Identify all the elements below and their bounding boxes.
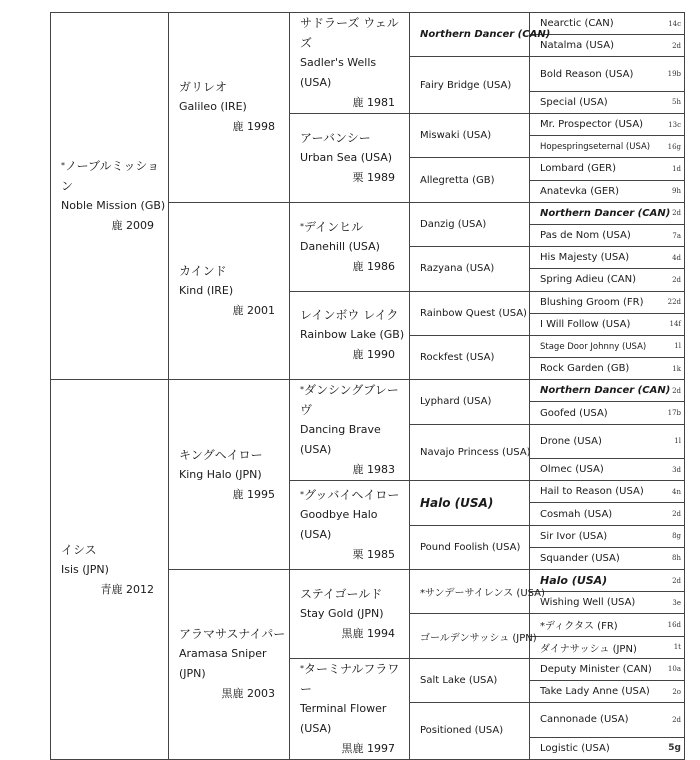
g5-horse <box>530 592 685 614</box>
horse-en-name: Galileo (IRE) <box>179 100 247 114</box>
g4-horse: Navajo Princess (USA) <box>410 424 530 481</box>
horse-jp-name: ノーブルミッション <box>61 159 160 194</box>
g5-horse-name: Hopespringseternal (USA) <box>540 142 651 153</box>
g5-horse <box>530 570 685 592</box>
g5-horse <box>530 136 685 158</box>
g5-horse-name: Blushing Groom (FR) <box>540 296 644 308</box>
horse-color-year: 鹿 1995 <box>232 487 275 501</box>
g5-horse <box>530 459 685 481</box>
horse-jp-line <box>300 380 409 420</box>
g1-horse <box>51 380 169 760</box>
horse-jp-line <box>300 217 409 237</box>
g5-horse-name: Northern Dancer (CAN) <box>540 385 671 397</box>
family-number: 5h <box>672 98 681 107</box>
g5-horse-name: Bold Reason (USA) <box>540 68 634 80</box>
g5-horse-name: ダイナサッシュ (JPN) <box>540 643 637 655</box>
horse-en-name: King Halo (JPN) <box>179 467 262 481</box>
g5-horse-name: Take Lady Anne (USA) <box>540 686 650 698</box>
horse-jp-line <box>300 305 409 325</box>
horse-color-year: 青鹿 2012 <box>100 582 154 596</box>
horse-jp-line <box>300 485 409 505</box>
g2-horse <box>169 380 290 570</box>
g5-horse-name: Spring Adieu (CAN) <box>540 274 637 286</box>
g5-horse-name: Rock Garden (GB) <box>540 363 630 375</box>
g5-horse <box>530 224 685 246</box>
g5-horse <box>530 35 685 57</box>
horse-jp-line <box>179 445 289 465</box>
g5-horse <box>530 180 685 202</box>
g5-horse <box>530 313 685 335</box>
horse-color-year: 栗 1985 <box>352 548 395 562</box>
g5-horse <box>530 680 685 702</box>
horse-color-year: 鹿 1986 <box>352 259 395 273</box>
g5-horse-name: Mr. Prospector (USA) <box>540 119 644 131</box>
g5-horse <box>530 402 685 424</box>
horse-en-name: Goodbye Halo (USA) <box>300 508 378 542</box>
horse-jp-name: グッバイヘイロー <box>304 488 400 503</box>
g5-horse-name: *ディクタス (FR) <box>540 621 618 633</box>
g3-horse <box>290 481 410 570</box>
horse-color-year: 鹿 1981 <box>352 96 395 109</box>
horse-jp-line <box>61 156 168 196</box>
g4-horse: Miswaki (USA) <box>410 114 530 158</box>
family-number: 16d <box>667 620 681 629</box>
horse-en-name: Noble Mission (GB) <box>61 199 166 213</box>
horse-color-year: 黒鹿 1994 <box>341 626 395 640</box>
family-number: 1l <box>674 342 681 351</box>
g5-horse <box>530 737 685 759</box>
g3-horse <box>290 13 410 114</box>
g3-horse <box>290 291 410 380</box>
g4-horse: Rainbow Quest (USA) <box>410 291 530 335</box>
family-number: 22d <box>667 298 681 307</box>
g5-horse <box>530 614 685 636</box>
import-mark: * <box>300 221 304 231</box>
g4-horse: ゴールデンサッシュ (JPN) <box>410 614 530 658</box>
g4-horse: Salt Lake (USA) <box>410 658 530 702</box>
horse-jp-name: アラマサスナイパー <box>179 627 286 642</box>
g5-horse-name: Goofed (USA) <box>540 407 608 419</box>
g5-horse <box>530 269 685 291</box>
horse-en-name: Stay Gold (JPN) <box>300 606 384 620</box>
g4-horse: Pound Foolish (USA) <box>410 525 530 569</box>
horse-en-name: Rainbow Lake (GB) <box>300 328 405 342</box>
horse-en-name: Sadler's Wells (USA) <box>300 56 377 89</box>
g1-horse <box>51 13 169 380</box>
g5-horse-name: Northern Dancer (CAN) <box>540 207 671 219</box>
family-number: 2d <box>672 576 681 585</box>
horse-jp-line <box>300 13 409 53</box>
g5-horse-name: Halo (USA) <box>540 574 608 588</box>
g3-horse <box>290 658 410 759</box>
family-number: 2d <box>672 209 681 218</box>
horse-color-year: 鹿 1983 <box>352 463 395 477</box>
family-number: 10a <box>667 665 681 674</box>
g5-horse <box>530 291 685 313</box>
family-number: 17b <box>667 409 681 418</box>
g2-horse <box>169 13 290 203</box>
g5-horse <box>530 636 685 658</box>
family-number: 8h <box>672 554 681 563</box>
g4-horse: Rockfest (USA) <box>410 335 530 379</box>
g5-horse-name: Natalma (USA) <box>540 40 614 52</box>
g5-horse-name: Cannonade (USA) <box>540 714 629 726</box>
g5-horse <box>530 335 685 357</box>
g3-horse <box>290 380 410 481</box>
g5-horse <box>530 91 685 113</box>
horse-jp-line <box>179 77 289 97</box>
g5-horse <box>530 703 685 737</box>
horse-jp-name: レインボウ レイク <box>300 308 399 323</box>
g5-horse <box>530 57 685 91</box>
horse-jp-name: カインド <box>179 264 227 278</box>
g5-horse <box>530 13 685 35</box>
g4-horse: Northern Dancer (CAN) <box>410 13 530 57</box>
family-number: 4d <box>672 253 681 262</box>
horse-color-year: 鹿 2009 <box>111 219 154 233</box>
g4-horse: Lyphard (USA) <box>410 380 530 424</box>
g5-horse-name: I Will Follow (USA) <box>540 318 631 330</box>
horse-jp-line <box>300 128 409 148</box>
family-number: 2o <box>672 687 681 696</box>
horse-color-year: 黒鹿 1997 <box>341 741 395 755</box>
g5-horse-name: Lombard (GER) <box>540 163 617 175</box>
g5-horse-name: Cosmah (USA) <box>540 508 613 520</box>
g4-horse: *サンデーサイレンス (USA) <box>410 570 530 614</box>
horse-jp-name: デインヒル <box>304 219 364 234</box>
horse-en-name: Aramasa Sniper (JPN) <box>179 647 267 681</box>
g5-horse <box>530 658 685 680</box>
import-mark: * <box>300 385 304 395</box>
horse-en-name: Urban Sea (USA) <box>300 150 393 164</box>
horse-jp-line <box>179 261 289 281</box>
g4-horse: Razyana (USA) <box>410 247 530 291</box>
pedigree-table <box>50 12 685 760</box>
horse-jp-line <box>61 540 168 560</box>
pedigree-row <box>51 13 685 35</box>
g5-horse <box>530 358 685 380</box>
horse-jp-line <box>300 659 409 699</box>
horse-jp-name: ステイゴールド <box>300 586 383 601</box>
horse-jp-line <box>179 624 289 644</box>
pedigree-row <box>51 380 685 402</box>
horse-jp-name: ガリレオ <box>179 80 228 95</box>
horse-jp-name: ダンシングブレーヴ <box>300 383 399 418</box>
g5-horse-name: Squander (USA) <box>540 552 620 564</box>
g5-horse-name: Special (USA) <box>540 96 608 108</box>
horse-color-year: 鹿 1990 <box>352 348 395 362</box>
g2-horse <box>169 202 290 380</box>
family-number: 14c <box>668 19 681 28</box>
g5-horse <box>530 247 685 269</box>
g3-horse <box>290 114 410 203</box>
horse-jp-name: ターミナルフラワー <box>300 661 400 696</box>
g5-horse-name: Stage Door Johnny (USA) <box>540 341 647 352</box>
g4-horse: Fairy Bridge (USA) <box>410 57 530 114</box>
g5-horse-name: Nearctic (CAN) <box>540 18 614 30</box>
g3-horse <box>290 202 410 291</box>
family-number: 4n <box>672 487 681 496</box>
horse-jp-name: イシス <box>61 542 97 557</box>
g5-horse-name: Hail to Reason (USA) <box>540 486 644 498</box>
import-mark: * <box>300 490 304 500</box>
family-number: 14f <box>669 320 681 329</box>
g5-horse-name: Deputy Minister (CAN) <box>540 663 652 675</box>
horse-en-name: Kind (IRE) <box>179 284 234 297</box>
family-number: 1k <box>672 364 681 373</box>
family-number: 1t <box>673 643 681 652</box>
family-number: 5g <box>668 743 681 754</box>
g3-horse <box>290 570 410 659</box>
family-number: 13c <box>668 120 681 129</box>
horse-color-year: 鹿 1998 <box>232 120 275 134</box>
g5-horse-name: Logistic (USA) <box>540 742 610 754</box>
family-number: 16g <box>667 142 681 151</box>
g4-horse: Halo (USA) <box>410 481 530 525</box>
family-number: 2d <box>672 386 681 395</box>
g5-horse-name: Wishing Well (USA) <box>540 597 636 609</box>
family-number: 2d <box>672 510 681 519</box>
horse-jp-line <box>300 584 409 604</box>
family-number: 2d <box>672 715 681 724</box>
g5-horse <box>530 424 685 458</box>
g4-horse: Allegretta (GB) <box>410 158 530 202</box>
g5-horse <box>530 380 685 402</box>
import-mark: * <box>300 663 304 673</box>
horse-en-name: Isis (JPN) <box>61 562 109 576</box>
g5-horse <box>530 525 685 547</box>
family-number: 2d <box>672 41 681 50</box>
horse-en-name: Danehill (USA) <box>300 239 380 253</box>
g4-horse: Danzig (USA) <box>410 202 530 246</box>
g5-horse <box>530 503 685 525</box>
family-number: 3d <box>672 465 681 474</box>
g5-horse-name: Pas de Nom (USA) <box>540 230 631 242</box>
horse-en-name: Terminal Flower (USA) <box>300 701 387 735</box>
horse-jp-name: キングヘイロー <box>179 447 263 462</box>
g5-horse <box>530 481 685 503</box>
horse-color-year: 鹿 2001 <box>232 304 275 317</box>
family-number: 7a <box>672 231 681 240</box>
g4-horse: Positioned (USA) <box>410 703 530 760</box>
g2-horse <box>169 570 290 760</box>
g5-horse-name: His Majesty (USA) <box>540 252 630 264</box>
horse-en-name: Dancing Brave (USA) <box>300 423 381 457</box>
g5-horse-name: Anatevka (GER) <box>540 185 620 197</box>
g5-horse-name: Sir Ivor (USA) <box>540 530 608 542</box>
family-number: 9h <box>672 187 681 196</box>
horse-color-year: 栗 1989 <box>352 170 395 184</box>
g5-horse-name: Drone (USA) <box>540 435 602 447</box>
horse-jp-name: アーバンシー <box>300 130 371 145</box>
g5-horse <box>530 547 685 569</box>
family-number: 3e <box>672 598 681 607</box>
family-number: 19b <box>667 70 681 79</box>
family-number: 2d <box>672 275 681 284</box>
family-number: 8g <box>672 532 681 541</box>
g5-horse <box>530 114 685 136</box>
family-number: 1d <box>672 164 681 173</box>
g5-horse-name: Olmec (USA) <box>540 464 604 476</box>
family-number: 1l <box>674 437 681 446</box>
g5-horse <box>530 202 685 224</box>
horse-jp-name: サドラーズ ウェルズ <box>300 16 399 50</box>
import-mark: * <box>61 161 65 171</box>
horse-color-year: 黒鹿 2003 <box>221 687 275 701</box>
g5-horse <box>530 158 685 180</box>
